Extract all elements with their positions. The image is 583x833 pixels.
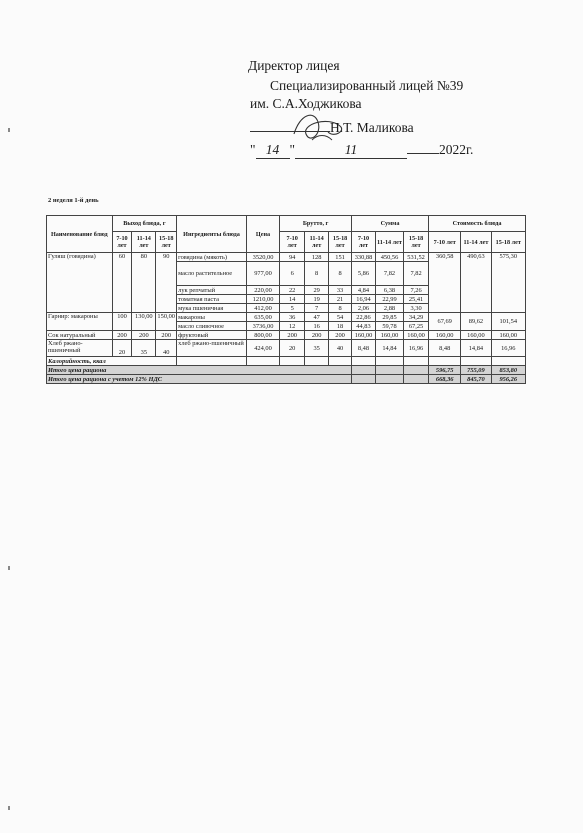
sum: 59,78 [375,322,403,331]
price: 412,00 [246,304,279,313]
age-header: 15-18 лет [156,232,177,253]
gross: 200 [280,331,305,340]
sum: 25,41 [404,295,429,304]
sum: 8,48 [352,340,376,357]
dish-yield: 60 [112,253,132,313]
sum: 3,30 [404,304,429,313]
total-row [47,366,526,375]
sum: 450,56 [375,253,403,262]
table-row [47,340,526,357]
sum: 5,86 [352,262,376,286]
director-name: Н.Т. Маликова [330,120,414,135]
dish-cost: 101,54 [491,313,525,331]
dish-yield: 40 [156,340,177,357]
sum: 330,88 [352,253,376,262]
dish-cost: 360,58 [429,253,461,313]
dish-cost: 89,62 [461,313,491,331]
dish-name: Сок натуральный [47,331,113,340]
empty-cell [404,366,429,375]
empty-cell [429,357,461,366]
dish-yield: 80 [132,253,156,313]
gross: 33 [329,286,352,295]
total-value: 853,80 [491,366,525,375]
sum: 7,26 [404,286,429,295]
dish-cost: 16,96 [491,340,525,357]
sum: 22,86 [352,313,376,322]
ingredient: масло растительное [177,262,247,286]
gross: 7 [305,304,329,313]
sum: 160,00 [375,331,403,340]
ingredient: томатная паста [177,295,247,304]
date-month: 11 [344,142,358,157]
sum: 14,84 [375,340,403,357]
table-row [47,313,526,322]
age-header: 15-18 лет [404,232,429,253]
age-header: 7-10 лет [112,232,132,253]
age-header: 15-18 лет [329,232,352,253]
header-yield: Выход блюда, г [112,216,177,232]
price: 3736,00 [246,322,279,331]
sum: 7,82 [404,262,429,286]
dish-yield: 20 [112,340,132,357]
age-header: 7-10 лет [429,232,461,253]
gross: 35 [305,340,329,357]
approval-school-name: им. С.А.Ходжикова [250,96,362,111]
dish-cost: 575,30 [491,253,525,313]
age-header: 7-10 лет [352,232,376,253]
empty-cell [491,357,525,366]
dish-yield: 150,00 [156,313,177,331]
gross: 29 [305,286,329,295]
gross: 200 [305,331,329,340]
header-dish: Наименование блюд [47,216,113,253]
dish-cost: 160,00 [429,331,461,340]
gross: 8 [329,304,352,313]
gross: 19 [305,295,329,304]
approval-title: Директор лицея [248,58,340,73]
sum: 2,06 [352,304,376,313]
empty-cell [352,357,376,366]
empty-cell [177,357,247,366]
empty-cell [280,357,305,366]
price: 424,00 [246,340,279,357]
approval-date-line [250,142,473,159]
table-subheader-row [47,232,526,253]
empty-cell [305,357,329,366]
gross: 8 [305,262,329,286]
sum: 16,96 [404,340,429,357]
age-header: 11-14 лет [375,232,403,253]
gross: 47 [305,313,329,322]
sum: 34,29 [404,313,429,322]
sum: 160,00 [404,331,429,340]
dish-name: Гарнир: макароны [47,313,113,331]
dish-name: Гуляш (говядина) [47,253,113,313]
age-header: 7-10 лет [280,232,305,253]
dish-cost: 160,00 [461,331,491,340]
price: 800,00 [246,331,279,340]
gross: 94 [280,253,305,262]
dish-yield: 90 [156,253,177,313]
header-ingredients: Ингредиенты блюда [177,216,247,253]
ingredient: фруктовый [177,331,247,340]
empty-cell [329,357,352,366]
header-cost: Стоимость блюда [429,216,526,232]
total-vat-value: 668,36 [429,375,461,384]
dish-cost: 8,48 [429,340,461,357]
dish-cost: 67,69 [429,313,461,331]
age-header: 11-14 лет [461,232,491,253]
price: 635,00 [246,313,279,322]
menu-table [46,215,526,384]
dish-cost: 160,00 [491,331,525,340]
gross: 151 [329,253,352,262]
gross: 54 [329,313,352,322]
gross: 200 [329,331,352,340]
total-vat-row [47,375,526,384]
sum: 67,25 [404,322,429,331]
ingredient: макароны [177,313,247,322]
table-header-row [47,216,526,232]
age-header: 11-14 лет [305,232,329,253]
gross: 12 [280,322,305,331]
gross: 36 [280,313,305,322]
price: 3520,00 [246,253,279,262]
empty-cell [352,366,376,375]
approval-signature-line [250,120,414,136]
dish-cost: 490,63 [461,253,491,313]
gross: 16 [305,322,329,331]
price: 977,00 [246,262,279,286]
price: 220,00 [246,286,279,295]
sum: 7,82 [375,262,403,286]
empty-cell [375,366,403,375]
date-year: 2022г. [439,142,474,157]
empty-cell [375,375,403,384]
total-value: 755,09 [461,366,491,375]
approval-school: Специализированный лицей №39 [270,78,464,93]
table-row [47,331,526,340]
gross: 40 [329,340,352,357]
dish-yield: 100 [112,313,132,331]
page-edge-mark [8,566,10,570]
dish-yield: 200 [156,331,177,340]
gross: 14 [280,295,305,304]
page-edge-mark [8,128,10,132]
header-gross: Брутто, г [280,216,352,232]
calories-row [47,357,526,366]
header-price: Цена [246,216,279,253]
header-sum: Сумма [352,216,429,232]
ingredient: мука пшеничная [177,304,247,313]
date-day: 14 [265,142,280,157]
gross: 22 [280,286,305,295]
sum: 4,84 [352,286,376,295]
dish-yield: 200 [132,331,156,340]
empty-cell [246,357,279,366]
empty-cell [375,357,403,366]
sum: 44,83 [352,322,376,331]
dish-name: Хлеб ржано-пшеничный [47,340,113,357]
gross: 20 [280,340,305,357]
sum: 22,99 [375,295,403,304]
table-row [47,253,526,262]
sum: 16,94 [352,295,376,304]
price: 1210,00 [246,295,279,304]
sum: 29,85 [375,313,403,322]
sum: 531,52 [404,253,429,262]
empty-cell [404,375,429,384]
week-day-title: 2 неделя 1-й день [48,197,99,204]
age-header: 15-18 лет [491,232,525,253]
sum: 160,00 [352,331,376,340]
gross: 8 [329,262,352,286]
gross: 21 [329,295,352,304]
sum: 6,38 [375,286,403,295]
total-value: 596,75 [429,366,461,375]
date-quote-open: " [250,142,256,157]
empty-cell [461,357,491,366]
total-vat-value: 845,70 [461,375,491,384]
gross: 18 [329,322,352,331]
dish-yield: 200 [112,331,132,340]
gross: 5 [280,304,305,313]
dish-cost: 14,84 [461,340,491,357]
total-label: Итого цена рациона [47,366,352,375]
empty-cell [352,375,376,384]
dish-yield: 130,00 [132,313,156,331]
age-header: 11-14 лет [132,232,156,253]
ingredient: масло сливочное [177,322,247,331]
total-vat-value: 956,26 [491,375,525,384]
page-edge-mark [8,806,10,810]
sum: 2,88 [375,304,403,313]
ingredient: лук репчатый [177,286,247,295]
total-vat-label: Итого цена рациона с учетом 12% НДС [47,375,352,384]
date-quote-close: " [289,142,296,157]
empty-cell [404,357,429,366]
calories-label: Калорийность, ккал [47,357,177,366]
gross: 128 [305,253,329,262]
dish-yield: 35 [132,340,156,357]
ingredient: говядина (мякоть) [177,253,247,262]
gross: 6 [280,262,305,286]
ingredient: хлеб ржано-пшеничный [177,340,247,357]
